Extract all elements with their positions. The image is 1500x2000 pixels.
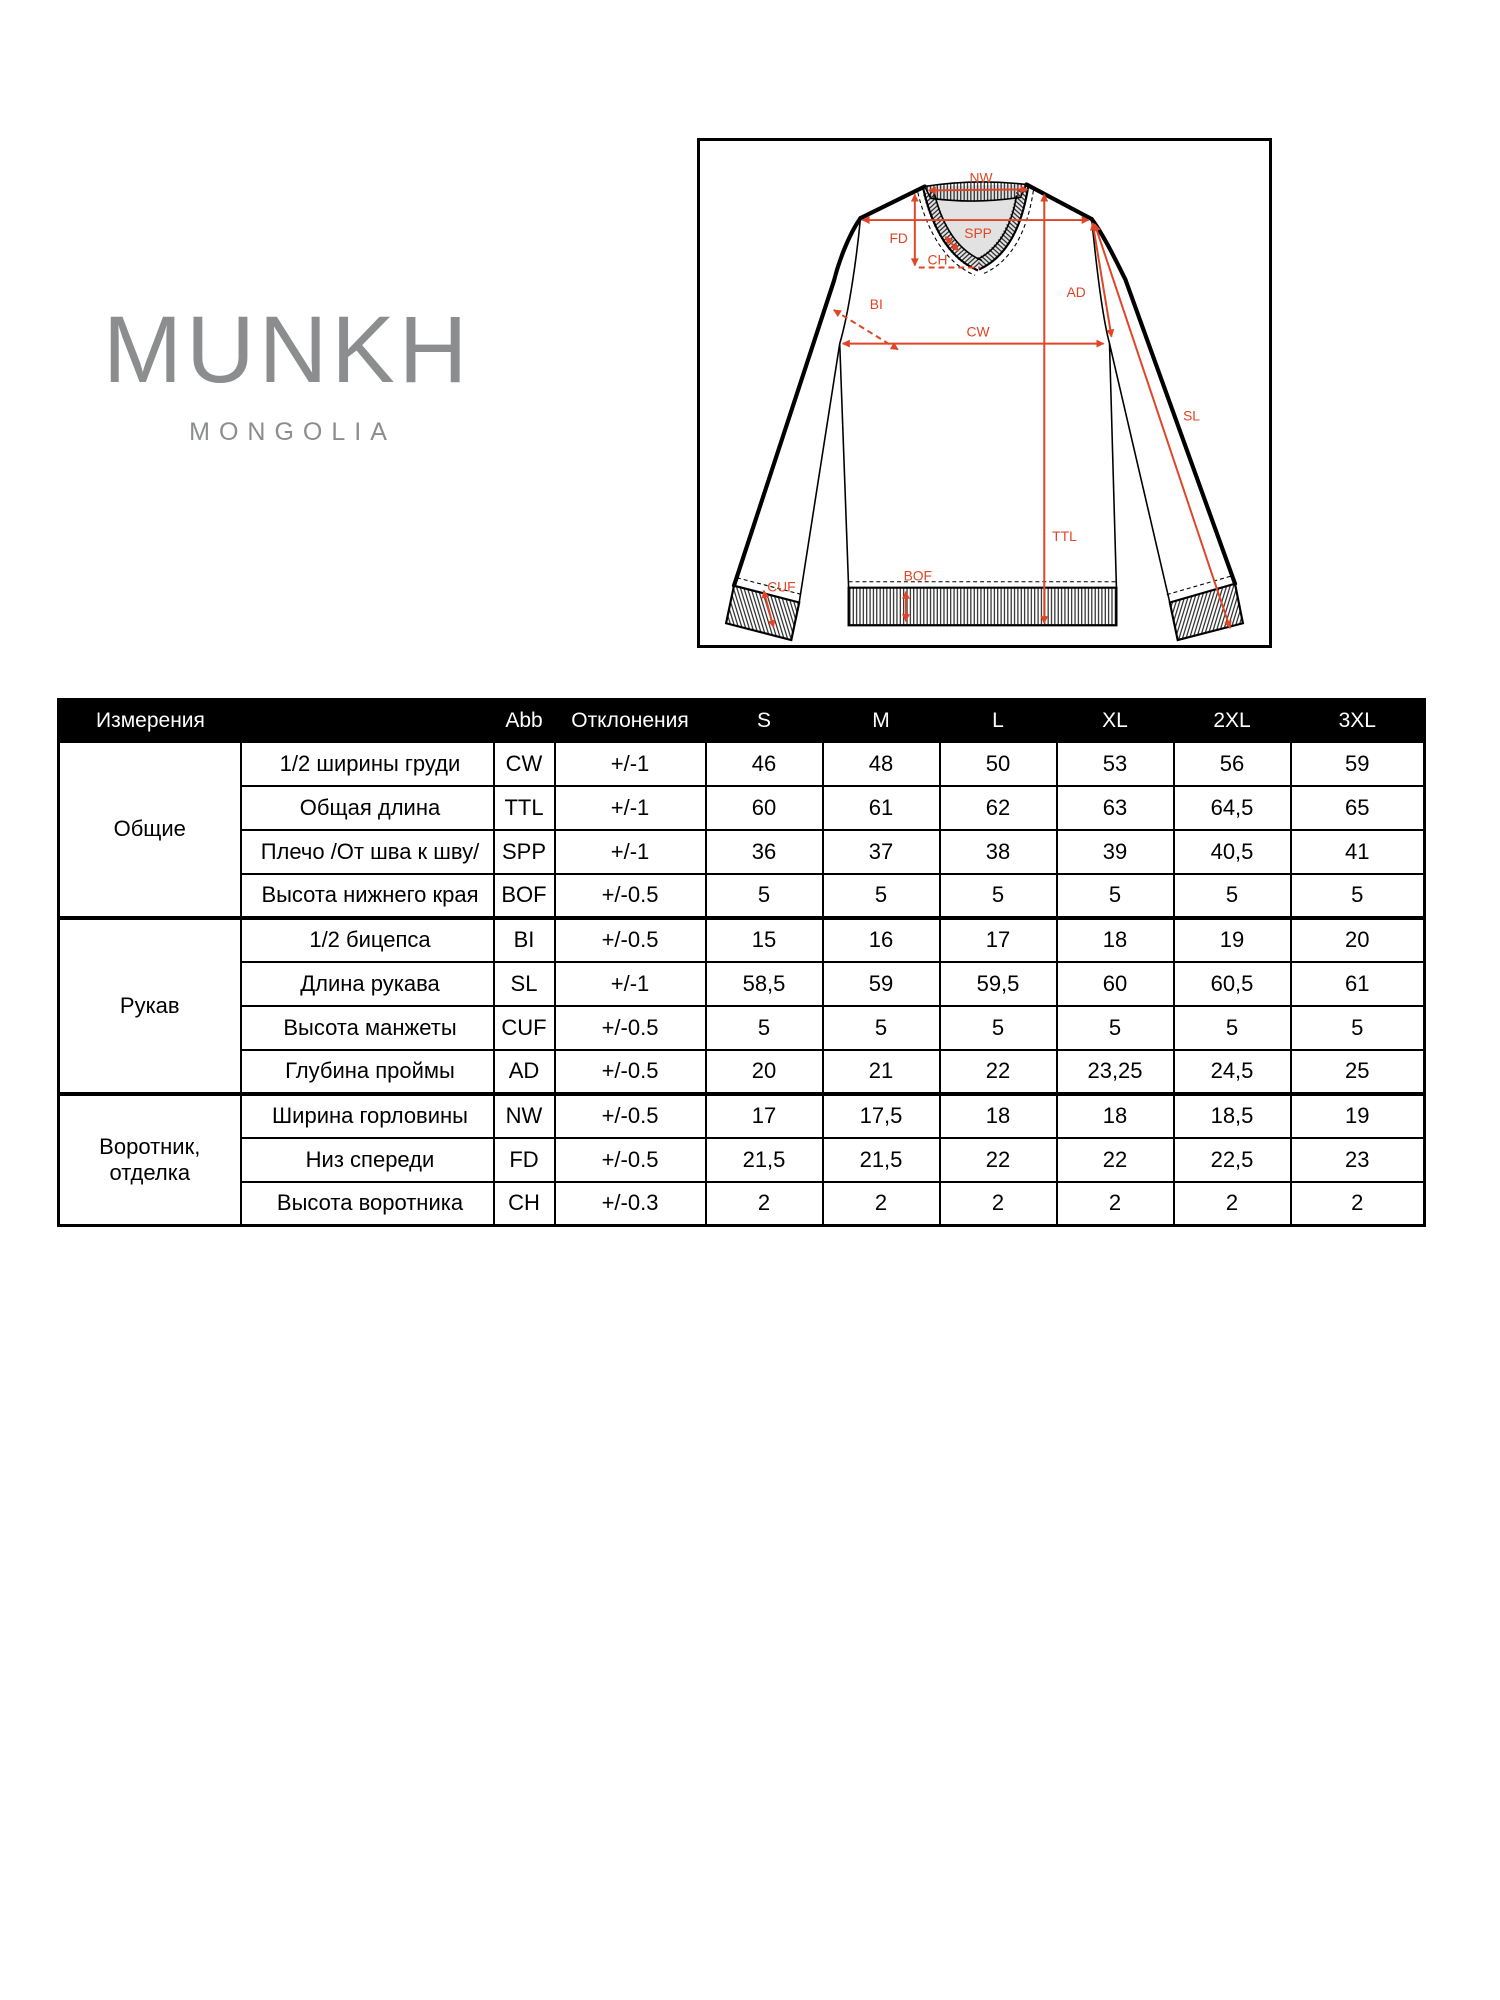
size-value: 2 <box>823 1182 940 1226</box>
measurement-name: Высота воротника <box>241 1182 494 1226</box>
size-value: 41 <box>1291 830 1425 874</box>
table-row <box>59 742 1425 786</box>
diagram-label-cw: CW <box>966 323 990 340</box>
measurement-deviation: +/-0.5 <box>555 1050 706 1094</box>
size-value: 22,5 <box>1174 1138 1291 1182</box>
group-label: Рукав <box>59 918 241 1094</box>
size-value: 18,5 <box>1174 1094 1291 1138</box>
size-value: 22 <box>940 1138 1057 1182</box>
table-row <box>59 1138 1425 1182</box>
measurement-abb: CW <box>494 742 555 786</box>
size-table-body <box>59 742 1425 1226</box>
size-value: 60,5 <box>1174 962 1291 1006</box>
measurement-deviation: +/-0.5 <box>555 918 706 962</box>
col-header-size-m: M <box>823 700 940 742</box>
measurement-abb: SL <box>494 962 555 1006</box>
diagram-label-cuf: CUF <box>767 578 796 595</box>
size-value: 5 <box>1057 874 1174 918</box>
size-value: 19 <box>1291 1094 1425 1138</box>
size-value: 38 <box>940 830 1057 874</box>
size-diagram <box>697 138 1272 648</box>
size-value: 2 <box>1174 1182 1291 1226</box>
measurement-deviation: +/-0.5 <box>555 1006 706 1050</box>
size-value: 37 <box>823 830 940 874</box>
group-label: Воротник, отделка <box>59 1094 241 1226</box>
size-value: 5 <box>706 1006 823 1050</box>
size-value: 21,5 <box>706 1138 823 1182</box>
size-value: 21 <box>823 1050 940 1094</box>
size-value: 17 <box>940 918 1057 962</box>
size-value: 16 <box>823 918 940 962</box>
col-header-size-l: L <box>940 700 1057 742</box>
group-label: Общие <box>59 742 241 918</box>
size-table <box>57 698 1426 1227</box>
measurement-abb: SPP <box>494 830 555 874</box>
size-value: 50 <box>940 742 1057 786</box>
measurement-abb: CH <box>494 1182 555 1226</box>
size-value: 23,25 <box>1057 1050 1174 1094</box>
size-value: 63 <box>1057 786 1174 830</box>
size-value: 59,5 <box>940 962 1057 1006</box>
table-header-row <box>59 700 1425 742</box>
table-row <box>59 1182 1425 1226</box>
size-value: 5 <box>940 874 1057 918</box>
measurement-name: Высота нижнего края <box>241 874 494 918</box>
size-value: 2 <box>1057 1182 1174 1226</box>
size-value: 17 <box>706 1094 823 1138</box>
diagram-label-nw: NW <box>969 169 993 186</box>
size-value: 19 <box>1174 918 1291 962</box>
table-row <box>59 1006 1425 1050</box>
size-value: 36 <box>706 830 823 874</box>
size-value: 5 <box>706 874 823 918</box>
size-value: 18 <box>1057 918 1174 962</box>
diagram-label-bi: BI <box>869 296 883 312</box>
size-value: 5 <box>823 874 940 918</box>
measurement-abb: TTL <box>494 786 555 830</box>
diagram-label-spp: SPP <box>964 224 992 241</box>
diagram-label-ch: CH <box>927 251 948 268</box>
size-value: 48 <box>823 742 940 786</box>
col-header-abb: Abb <box>494 700 555 742</box>
size-value: 60 <box>1057 962 1174 1006</box>
measurement-abb: AD <box>494 1050 555 1094</box>
col-header-size-xl: XL <box>1057 700 1174 742</box>
table-row <box>59 1094 1425 1138</box>
measurement-abb: BOF <box>494 874 555 918</box>
measurement-deviation: +/-1 <box>555 830 706 874</box>
size-value: 18 <box>1057 1094 1174 1138</box>
size-value: 46 <box>706 742 823 786</box>
size-value: 65 <box>1291 786 1425 830</box>
measurement-name: Низ спереди <box>241 1138 494 1182</box>
size-value: 5 <box>1291 874 1425 918</box>
size-value: 22 <box>1057 1138 1174 1182</box>
table-row <box>59 962 1425 1006</box>
measurement-deviation: +/-1 <box>555 742 706 786</box>
measurement-name: Длина рукава <box>241 962 494 1006</box>
diagram-label-ad: AD <box>1066 284 1086 301</box>
diagram-label-fd: FD <box>889 229 908 246</box>
size-value: 5 <box>1174 1006 1291 1050</box>
size-value: 5 <box>1057 1006 1174 1050</box>
size-value: 64,5 <box>1174 786 1291 830</box>
size-value: 18 <box>940 1094 1057 1138</box>
measurement-name: Ширина горловины <box>241 1094 494 1138</box>
col-header-deviation: Отклонения <box>555 700 706 742</box>
size-value: 25 <box>1291 1050 1425 1094</box>
sweater-diagram-svg <box>700 141 1269 645</box>
col-header-size-2xl: 2XL <box>1174 700 1291 742</box>
size-value: 5 <box>1174 874 1291 918</box>
table-row <box>59 786 1425 830</box>
size-value: 5 <box>823 1006 940 1050</box>
measurement-abb: BI <box>494 918 555 962</box>
measurement-abb: CUF <box>494 1006 555 1050</box>
size-value: 62 <box>940 786 1057 830</box>
measurement-name: Общая длина <box>241 786 494 830</box>
size-value: 61 <box>1291 962 1425 1006</box>
size-value: 53 <box>1057 742 1174 786</box>
size-value: 5 <box>940 1006 1057 1050</box>
measurement-deviation: +/-1 <box>555 962 706 1006</box>
measurement-deviation: +/-1 <box>555 786 706 830</box>
brand-name: MUNKH <box>103 297 472 403</box>
size-value: 5 <box>1291 1006 1425 1050</box>
size-value: 40,5 <box>1174 830 1291 874</box>
size-value: 15 <box>706 918 823 962</box>
col-header-size-3xl: 3XL <box>1291 700 1425 742</box>
measurement-name: Плечо /От шва к шву/ <box>241 830 494 874</box>
measurement-deviation: +/-0.5 <box>555 874 706 918</box>
measurement-abb: FD <box>494 1138 555 1182</box>
measurement-abb: NW <box>494 1094 555 1138</box>
table-row <box>59 918 1425 962</box>
measurement-name: 1/2 ширины груди <box>241 742 494 786</box>
hem-band <box>849 588 1117 626</box>
size-value: 2 <box>1291 1182 1425 1226</box>
col-header-measurements: Измерения <box>59 700 494 742</box>
size-value: 39 <box>1057 830 1174 874</box>
size-value: 61 <box>823 786 940 830</box>
size-value: 20 <box>1291 918 1425 962</box>
size-value: 56 <box>1174 742 1291 786</box>
measurement-name: Глубина проймы <box>241 1050 494 1094</box>
size-value: 58,5 <box>706 962 823 1006</box>
diagram-label-sl: SL <box>1183 407 1200 424</box>
size-value: 22 <box>940 1050 1057 1094</box>
nw-measure-line <box>929 189 1028 190</box>
size-value: 60 <box>706 786 823 830</box>
brand-subtitle: MONGOLIA <box>189 418 396 446</box>
size-value: 17,5 <box>823 1094 940 1138</box>
size-value: 2 <box>706 1182 823 1226</box>
diagram-label-bof: BOF <box>903 567 933 584</box>
measurement-deviation: +/-0.3 <box>555 1182 706 1226</box>
measurement-name: Высота манжеты <box>241 1006 494 1050</box>
measurement-name: 1/2 бицепса <box>241 918 494 962</box>
table-row <box>59 830 1425 874</box>
size-value: 24,5 <box>1174 1050 1291 1094</box>
size-value: 20 <box>706 1050 823 1094</box>
measurement-deviation: +/-0.5 <box>555 1094 706 1138</box>
size-value: 21,5 <box>823 1138 940 1182</box>
col-header-size-s: S <box>706 700 823 742</box>
size-value: 59 <box>1291 742 1425 786</box>
measurement-deviation: +/-0.5 <box>555 1138 706 1182</box>
brand-logo <box>103 297 473 447</box>
table-row <box>59 1050 1425 1094</box>
table-row <box>59 874 1425 918</box>
size-value: 59 <box>823 962 940 1006</box>
size-value: 2 <box>940 1182 1057 1226</box>
size-value: 23 <box>1291 1138 1425 1182</box>
diagram-label-ttl: TTL <box>1052 528 1077 545</box>
